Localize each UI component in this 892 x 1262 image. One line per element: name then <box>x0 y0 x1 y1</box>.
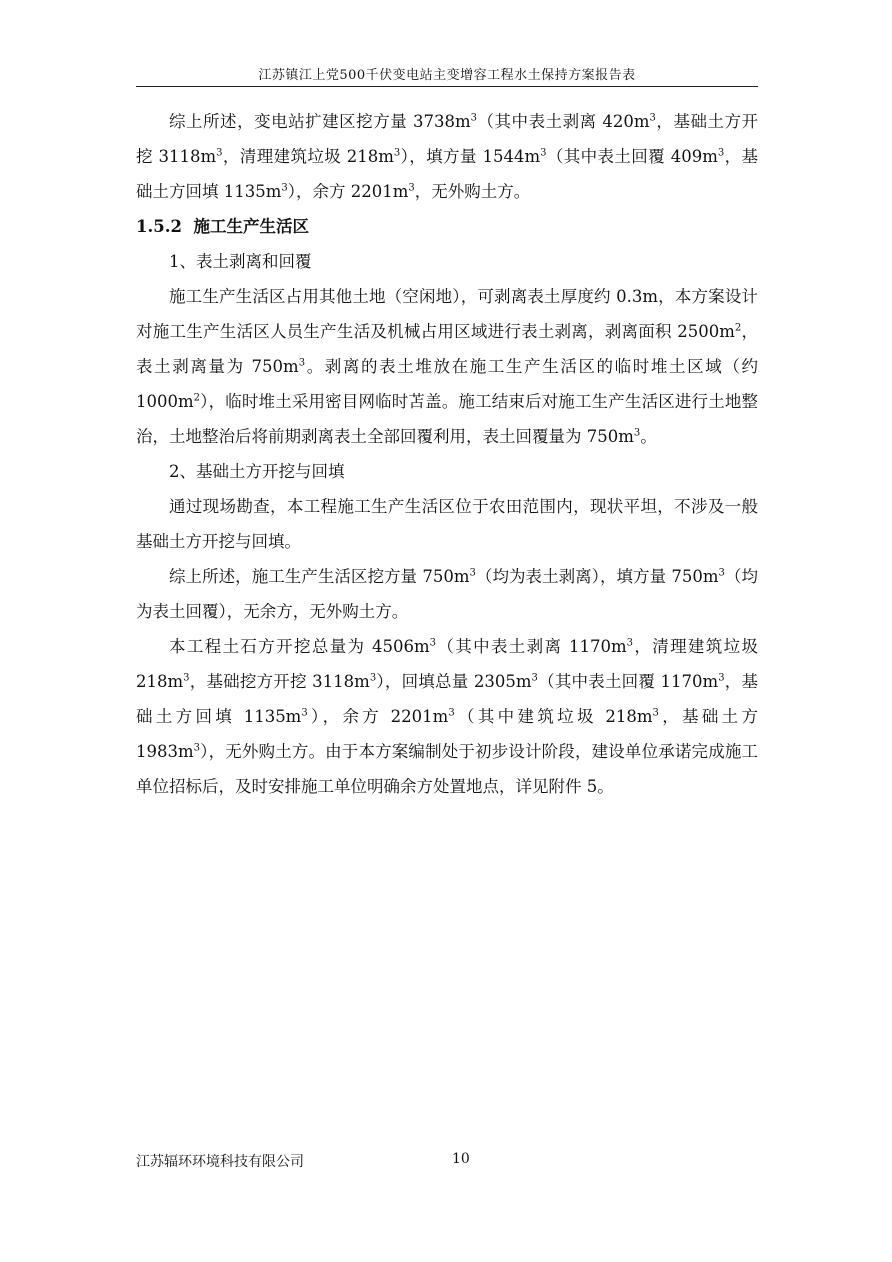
superscript: 2 <box>734 322 742 334</box>
text-run: ），回填总量 2305m <box>376 672 532 691</box>
text-run: ，基础土方 1983m <box>136 707 759 761</box>
superscript: 3 <box>649 112 656 124</box>
text-run: ），无外购土方。由于本方案编制处于初步设计阶段，建设单位承诺完成施工单位招标后，及时安排施工单位明确余方处置地点，详见附件 5。 <box>136 742 758 796</box>
superscript: 3 <box>298 357 306 369</box>
page-header: 江苏镇江上党500千伏变电站主变增容工程水土保持方案报告表 <box>258 68 636 83</box>
text-run: （其中建筑垃圾 218m <box>454 707 653 726</box>
superscript: 3 <box>652 707 659 719</box>
superscript: 3 <box>216 147 223 159</box>
superscript: 3 <box>470 112 477 124</box>
paragraph-foundation: 通过现场勘查，本工程施工生产生活区位于农田范围内，现状平坦，不涉及一般基础土方开挖与回填。 <box>136 497 758 551</box>
text-run: ，基础土方回填 1135m <box>136 672 759 726</box>
superscript: 3 <box>718 672 725 684</box>
text-run: （其中表土回覆 409m <box>546 147 718 166</box>
superscript: 3 <box>281 182 288 194</box>
text-run: （均为表土剥离），填方量 750m <box>475 567 719 586</box>
text-run: ，表土剥离量为 750m <box>136 322 758 376</box>
footer-company: 江苏辐环环境科技有限公司 <box>136 1154 304 1170</box>
text-run: ，清理建筑垃圾 218m <box>136 637 758 691</box>
section-title: 施工生产生活区 <box>193 217 309 236</box>
paragraph-summary-construction <box>136 559 758 629</box>
header-divider <box>136 86 758 87</box>
text-run: ，无外购土方。 <box>414 182 531 201</box>
text-run: 本工程土石方开挖总量为 4506m <box>169 637 430 656</box>
superscript: 3 <box>429 637 437 649</box>
text-run: ，基础挖方开挖 3118m <box>189 672 370 691</box>
text-run: ），填方量 1544m <box>400 147 541 166</box>
superscript: 3 <box>193 742 201 754</box>
text-run: （其中表土回覆 1170m <box>537 672 719 691</box>
superscript: 3 <box>531 672 538 684</box>
page-content <box>136 104 758 804</box>
text-run: 。剥离的表土堆放在施工生产生活区的临时堆土区域（约 1000m <box>136 357 758 411</box>
text-run: （其中表土剥离 420m <box>477 112 650 131</box>
text-run: ），余方 2201m <box>307 707 449 726</box>
superscript: 3 <box>633 427 641 439</box>
paragraph-total <box>136 629 758 804</box>
subheading-foundation: 2、基础土方开挖与回填 <box>169 462 345 481</box>
superscript: 3 <box>393 147 401 159</box>
text-run: 综上所述，施工生产生活区挖方量 750m <box>169 567 470 586</box>
superscript: 3 <box>183 672 190 684</box>
superscript: 3 <box>717 147 725 159</box>
superscript: 3 <box>448 707 455 719</box>
text-run: ，基础土方回填 1135m <box>136 147 758 201</box>
superscript: 3 <box>408 182 415 194</box>
paragraph-summary-substation <box>136 104 758 209</box>
superscript: 2 <box>193 392 201 404</box>
text-run: 。 <box>640 427 657 446</box>
superscript: 3 <box>540 147 547 159</box>
superscript: 3 <box>369 672 377 684</box>
superscript: 3 <box>718 567 725 579</box>
superscript: 3 <box>301 707 308 719</box>
text-run: 施工生产生活区占用其他土地（空闲地），可剥离表土厚度约 0.3m，本方案设计对施工生产生活区人员生产生活及机械占用区域进行表土剥离，剥离面积 2500m <box>136 287 758 341</box>
text-run: （其中表土剥离 1170m <box>436 637 627 656</box>
page-number: 10 <box>452 1151 470 1167</box>
section-heading <box>136 209 758 244</box>
text-run: ，清理建筑垃圾 218m <box>222 147 394 166</box>
text-run: ），余方 2201m <box>287 182 409 201</box>
superscript: 3 <box>469 567 476 579</box>
subheading-topsoil: 1、表土剥离和回覆 <box>169 252 312 271</box>
superscript: 3 <box>626 637 633 649</box>
paragraph-topsoil <box>136 279 758 454</box>
text-run: （均为表土回覆），无余方，无外购土方。 <box>136 567 758 621</box>
section-number: 1.5.2 <box>136 217 182 236</box>
text-run: ），临时堆土采用密目网临时苫盖。施工结束后对施工生产生活区进行土地整治，土地整治后将前期剥离表土全部回覆利用，表土回覆量为 750m <box>136 392 758 446</box>
text-run: 综上所述，变电站扩建区挖方量 3738m <box>169 112 471 131</box>
text-run: ，基础土方开挖 3118m <box>136 112 758 166</box>
